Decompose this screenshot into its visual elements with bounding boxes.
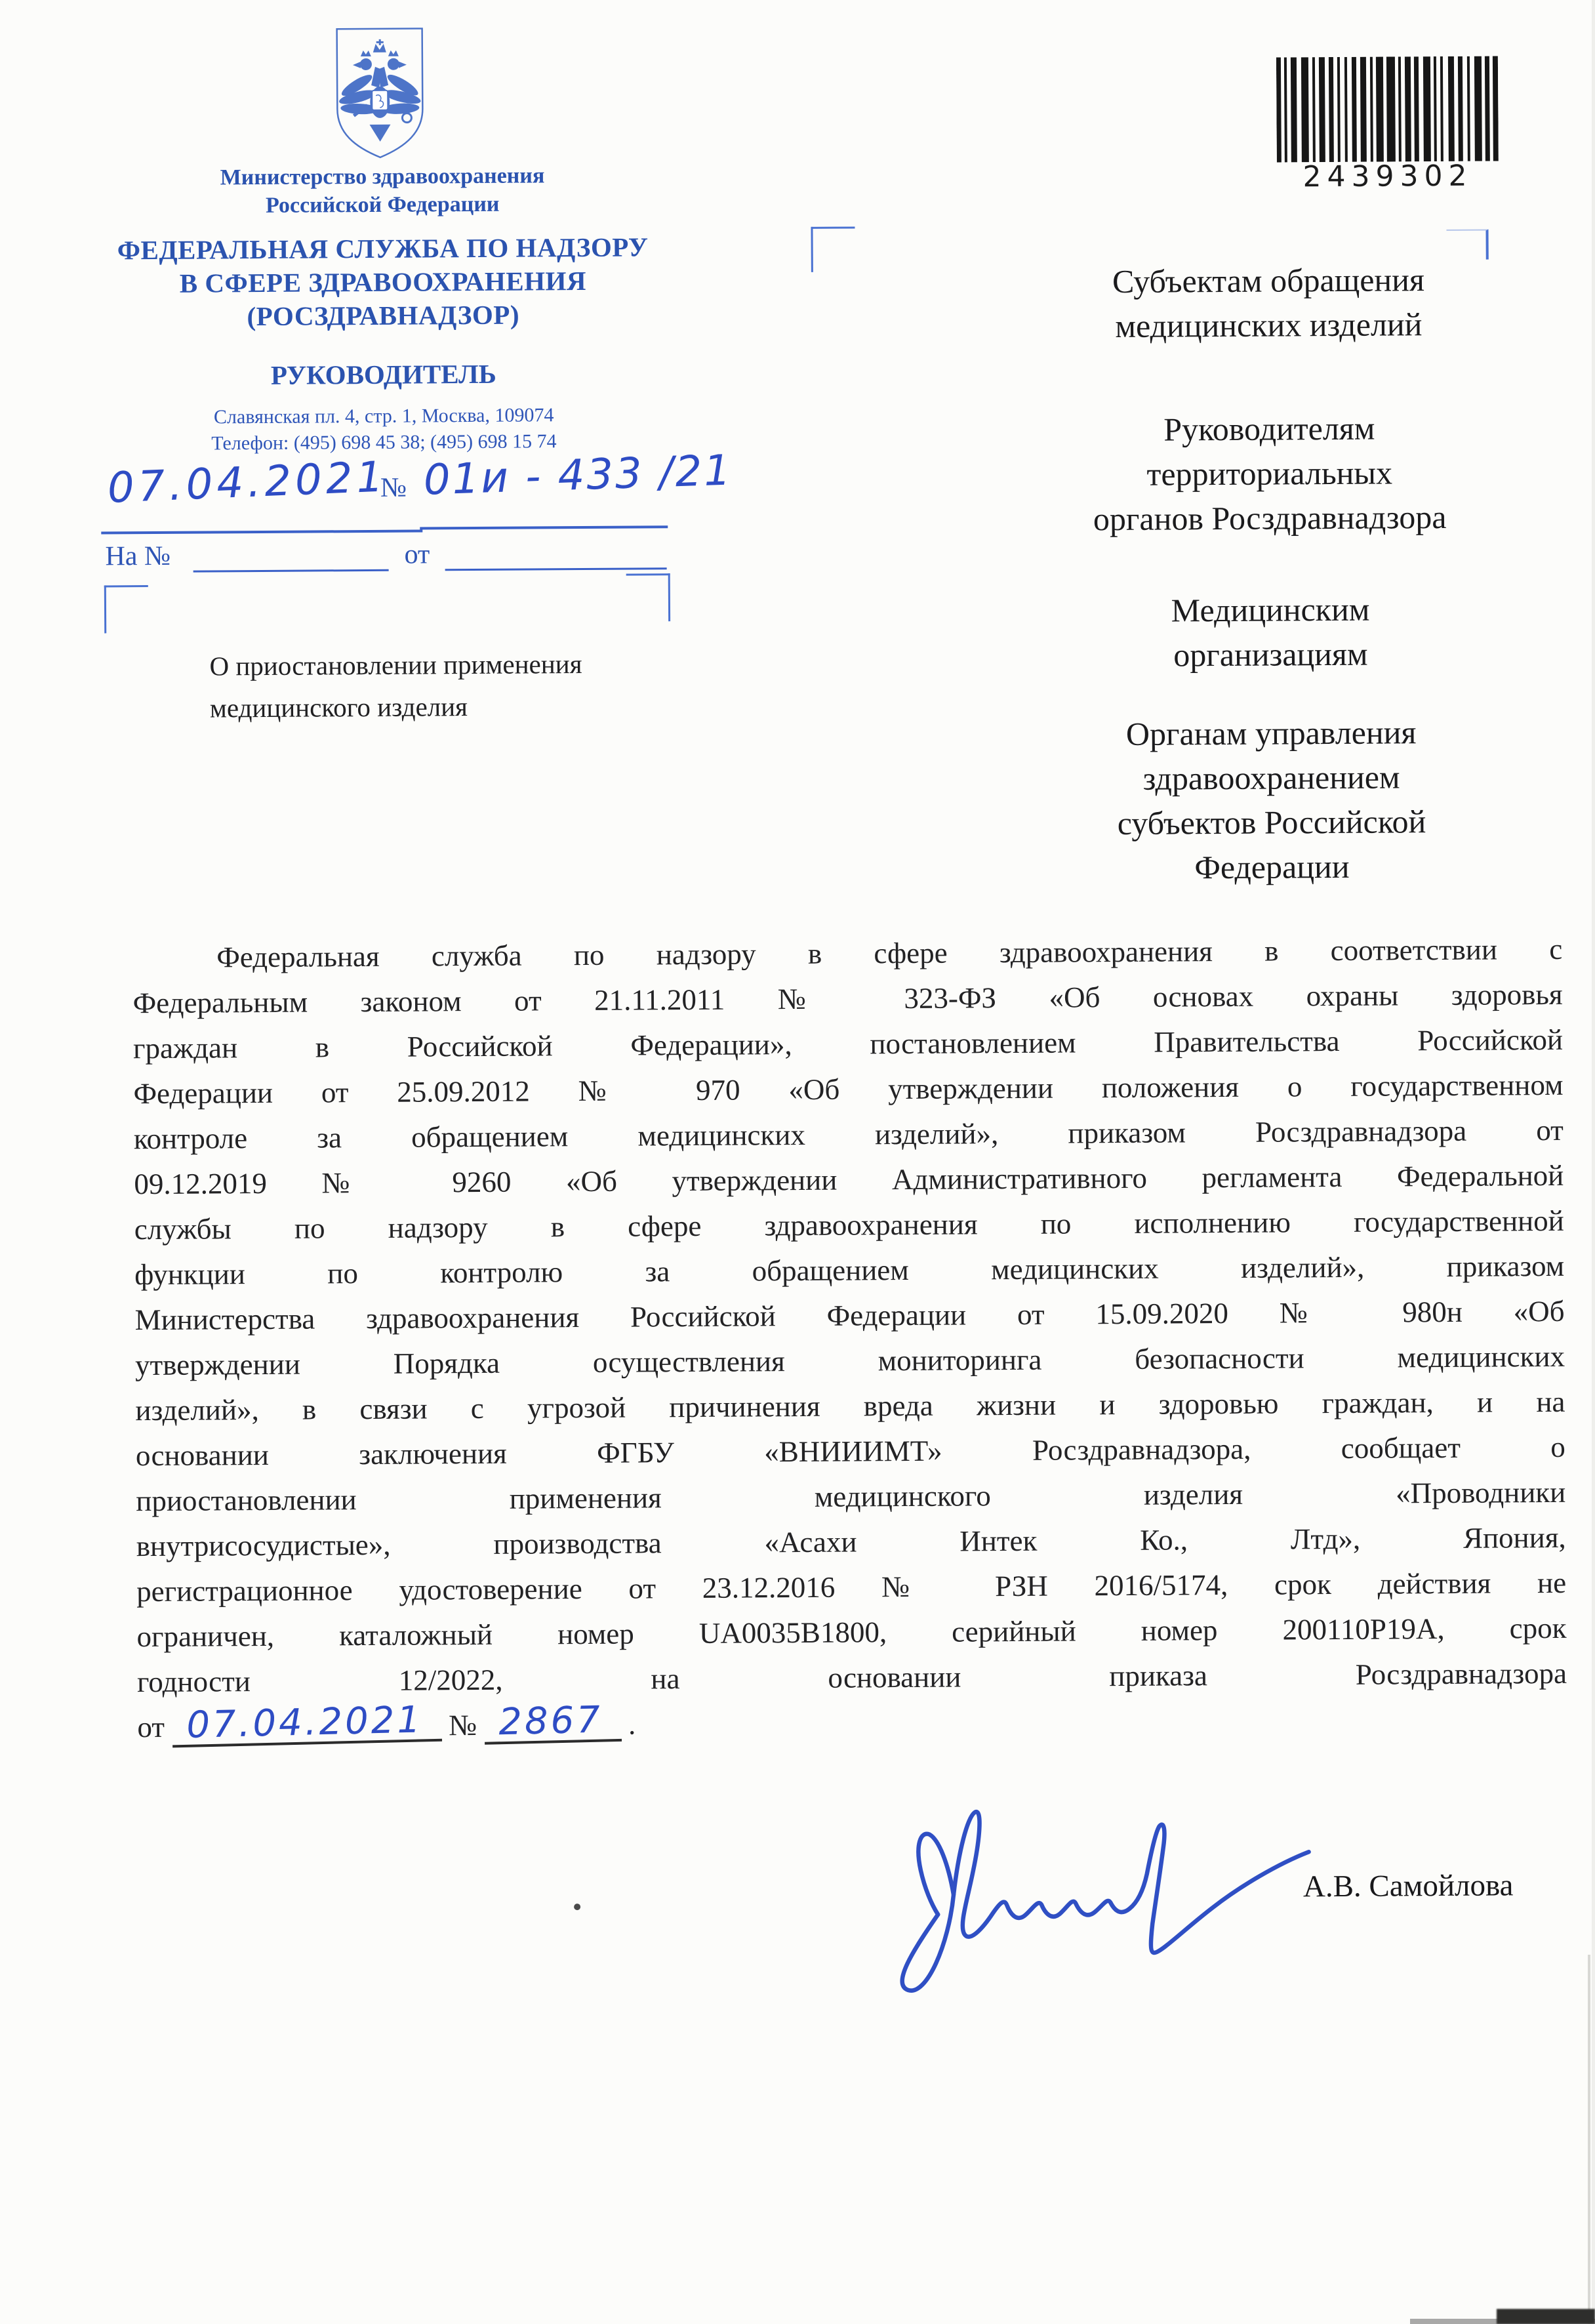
reply-number-rule — [193, 569, 389, 573]
reply-to-label: На № — [105, 540, 171, 572]
recipient-zone-left-corner-mark — [811, 226, 855, 272]
date-field-rule — [101, 529, 422, 534]
body-line: регистрационное удостоверение от 23.12.2016 № РЗН 2016/5174, срок действия не — [136, 1566, 1567, 1608]
recipient-block: Субъектам обращения медицинских изделий — [1112, 261, 1425, 345]
body-line: изделий», в связи с угрозой причинения вреда жизни и здоровью граждан, и на — [135, 1385, 1565, 1427]
body-line: основании заключения ФГБУ «ВНИИИМТ» Росздравнадзора, сообщает о — [135, 1430, 1565, 1473]
body-line: ограничен, каталожный номер UA0035B1800, серийный номер 200110P19A, срок — [136, 1611, 1567, 1654]
recipient-zone-right-corner-mark — [1446, 230, 1488, 260]
final-line-number-sign: № — [448, 1709, 477, 1742]
barcode-number: 2439302 — [1302, 159, 1473, 194]
body-final-line — [137, 1696, 1567, 1764]
subject-zone-right-corner-mark — [626, 573, 670, 621]
body-line: контроле за обращением медицинских изделий», приказом Росздравнадзора от — [133, 1113, 1564, 1156]
handwritten-registration-number: 01и - 433 /21 — [422, 446, 734, 505]
letter-body — [132, 927, 1567, 1764]
final-line-prefix: от — [137, 1710, 165, 1744]
body-line: Федеральная служба по надзору в сфере здравоохранения в соответствии с — [216, 932, 1563, 974]
handwritten-order-date: 07.04.2021 — [172, 1701, 442, 1748]
ink-dot-artifact — [574, 1904, 580, 1910]
scan-corner-smudge — [1497, 2309, 1595, 2324]
russia-coat-of-arms-emblem — [328, 24, 432, 163]
recipient-block: Органам управления здравоохранением субъектов Российской Федерации — [1117, 714, 1426, 886]
body-line: приостановлении применения медицинского изделия «Проводники — [136, 1475, 1566, 1518]
body-line: функции по контролю за обращением медицинских изделий», приказом — [134, 1249, 1565, 1292]
letter-subject: О приостановлении применения медицинского изделия — [209, 648, 582, 724]
number-sign-label: № — [380, 472, 407, 503]
body-line: Министерства здравоохранения Российской Федерации от 15.09.2020 № 980н «Об — [134, 1294, 1565, 1337]
final-line-period: . — [628, 1707, 636, 1741]
ministry-name: Министерство здравоохранения Российской Федерации — [220, 163, 545, 218]
barcode-bars — [1276, 56, 1499, 162]
body-line: граждан в Российской Федерации», постановлением Правительства Российской — [132, 1023, 1564, 1065]
postal-address: Славянская пл. 4, стр. 1, Москва, 109074 — [213, 404, 554, 428]
scan-edge-line — [1588, 1955, 1590, 2324]
body-line: утверждении Порядка осуществления мониторинга безопасности медицинских — [134, 1339, 1565, 1382]
reply-date-rule — [445, 567, 667, 571]
body-line: Федеральным законом от 21.11.2011 № 323-ФЗ «Об основах охраны здоровья — [132, 977, 1563, 1020]
handwritten-registration-date: 07.04.2021 — [106, 453, 388, 513]
body-line: службы по надзору в сфере здравоохранения по исполнению государственной — [134, 1204, 1564, 1246]
reply-from-label: от — [404, 539, 430, 570]
body-line: годности 12/2022, на основании приказа Росздравнадзора — [136, 1656, 1567, 1699]
body-line: Федерации от 25.09.2012 № 970 «Об утверждении положения о государственном — [133, 1068, 1564, 1111]
number-field-rule — [420, 525, 668, 529]
handwritten-order-number: 2867 — [484, 1701, 622, 1745]
service-name: ФЕДЕРАЛЬНАЯ СЛУЖБА ПО НАДЗОРУ В СФЕРЕ ЗДРАВООХРАНЕНИЯ (РОСЗДРАВНАДЗОР) — [117, 232, 649, 332]
body-line: 09.12.2019 № 9260 «Об утверждении Административного регламента Федеральной — [134, 1158, 1564, 1201]
scan-edge-shadow — [1592, 0, 1595, 2324]
position-title: РУКОВОДИТЕЛЬ — [270, 358, 496, 390]
subject-zone-left-corner-mark — [104, 585, 148, 633]
document-barcode — [1276, 56, 1499, 194]
phone-line: Телефон: (495) 698 45 38; (495) 698 15 74 — [211, 430, 557, 455]
handwritten-signature — [874, 1782, 1335, 1995]
signer-name: А.В. Самойлова — [1302, 1868, 1514, 1904]
recipient-block: Медицинским организациям — [1171, 590, 1370, 674]
body-line: внутрисосудистые», производства «Асахи Интек Ко., Лтд», Япония, — [136, 1520, 1566, 1563]
recipient-block: Руководителям территориальных органов Росздравнадзора — [1093, 409, 1447, 538]
